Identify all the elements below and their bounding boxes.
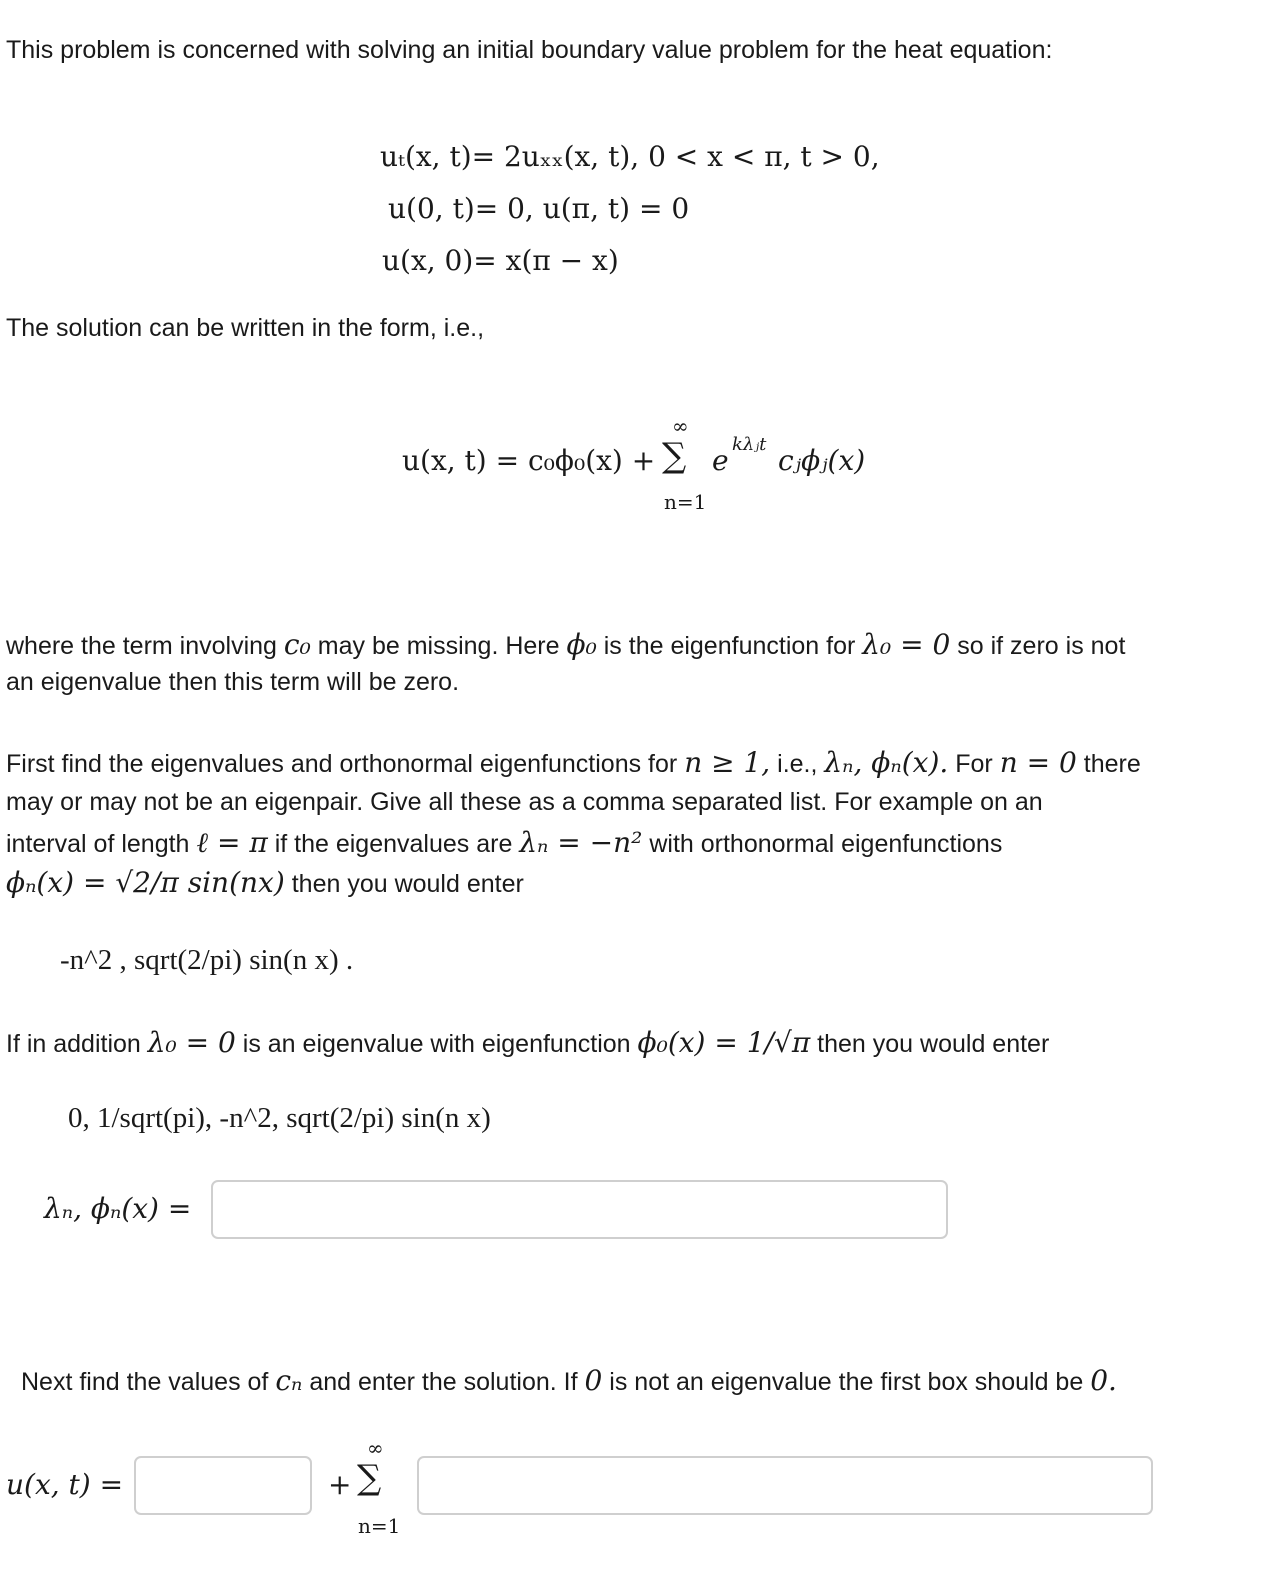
pde-line-1: uₜ(x, t)= 2uₓₓ(x, t), 0 < x < π, t > 0, [380,140,880,173]
first-l4-b: then you would enter [291,870,524,898]
eigen-answer-label: λₙ, ϕₙ(x) = [44,1192,192,1225]
first-l1-d: there [1083,750,1141,778]
first-line-4 [6,866,524,899]
solution-intro: The solution can be written in the form, i.e., [6,314,485,342]
pde-line-3: u(x, 0)= x(π − x) [382,244,619,277]
first-line-3 [6,826,1002,860]
series-lhs: u(x, t) = c₀ϕ₀(x) + [402,444,656,477]
where-phi0: ϕ₀ [566,628,597,661]
addition-b: is an eigenvalue with eigenfunction [242,1030,631,1058]
first-l3-a: interval of length [6,830,190,858]
solution-plus: + [328,1468,352,1501]
example-entry-1: -n^2 , sqrt(2/pi) sin(n x) . [60,944,354,976]
series-sum-bottom: n=1 [664,490,707,514]
solution-c0-input[interactable] [134,1456,312,1515]
where-text-d: so if zero is not [957,632,1126,660]
first-l1-m1: n ≥ 1, [684,746,771,779]
next-c: is not an eigenvalue the first box should be [609,1368,1084,1396]
series-tail: cⱼϕⱼ(x) [778,444,866,477]
next-paragraph [21,1364,1117,1397]
addition-m2: ϕ₀(x) = 1/√π [637,1026,811,1059]
first-line-2: may or may not be an eigenpair. Give all these as a comma separated list. For example on an [6,788,1043,816]
next-m1: cₙ [275,1364,303,1397]
first-l1-m2: λₙ, ϕₙ(x). [824,746,949,779]
eigen-answer-input[interactable] [211,1180,948,1239]
addition-m1: λ₀ = 0 [147,1026,236,1059]
addition-paragraph [6,1026,1049,1059]
next-b: and enter the solution. If [309,1368,578,1396]
series-exp-base: e [712,444,729,477]
next-a: Next find the values of [21,1368,269,1396]
solution-series-input[interactable] [417,1456,1153,1515]
first-l3-b: if the eigenvalues are [274,830,513,858]
where-text-c: is the eigenfunction for [603,632,856,660]
addition-c: then you would enter [817,1030,1050,1058]
where-c0: c₀ [283,628,311,661]
series-sum-top: ∞ [672,414,689,438]
solution-sum-bottom: n=1 [358,1514,401,1538]
where-text-b: may be missing. Here [317,632,560,660]
first-l3-m1: ℓ = π [196,826,268,859]
solution-answer-label: u(x, t) = [6,1468,124,1501]
where-paragraph-line1 [6,628,1125,661]
first-l4-m: ϕₙ(x) = √2/π sin(nx) [6,866,285,899]
series-exponent: kλⱼt [732,434,767,455]
where-lambda0: λ₀ = 0 [862,628,951,661]
first-l1-b: i.e., [777,750,818,778]
solution-sum-top: ∞ [367,1436,384,1460]
where-paragraph-line2: an eigenvalue then this term will be zero. [6,668,460,696]
series-sum-symbol: ∑ [662,436,687,476]
intro-text: This problem is concerned with solving an initial boundary value problem for the heat equation: [6,36,1053,64]
first-l1-c: For [955,750,993,778]
solution-sum-symbol: ∑ [357,1458,382,1498]
addition-a: If in addition [6,1030,141,1058]
first-l3-m2: λₙ = −n² [519,826,643,859]
next-m2: 0 [584,1364,603,1397]
first-l3-c: with orthonormal eigenfunctions [649,830,1003,858]
example-entry-2: 0, 1/sqrt(pi), -n^2, sqrt(2/pi) sin(n x) [68,1102,491,1134]
where-text-a: where the term involving [6,632,277,660]
first-line-1 [6,746,1141,779]
first-l1-m3: n = 0 [999,746,1077,779]
pde-line-2: u(0, t)= 0, u(π, t) = 0 [388,192,690,225]
next-m3: 0. [1090,1364,1117,1397]
first-l1-a: First find the eigenvalues and orthonormal eigenfunctions for [6,750,678,778]
